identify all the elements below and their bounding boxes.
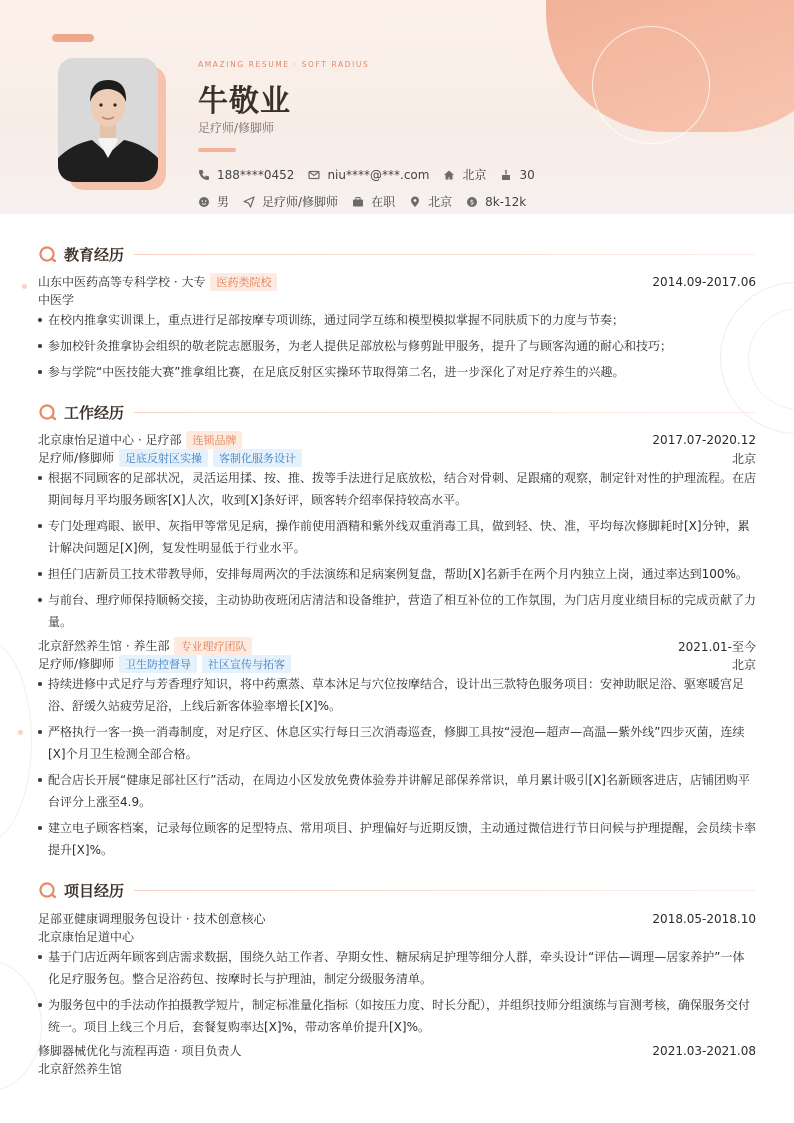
decorative-ring — [0, 640, 32, 842]
school-tag: 医药类院校 — [210, 273, 277, 291]
project-org-row — [38, 928, 756, 945]
age-text: 30 — [519, 167, 535, 182]
project-row — [38, 1042, 756, 1059]
decorative-underline — [198, 148, 236, 152]
list-item: 专门处理鸡眼、嵌甲、灰指甲等常见足病，操作前使用酒精和紫外线双重消毒工具，做到轻、快、准，平均每次修脚耗时[X]分钟，累计解决问题足[X]例，复发性明显低于行业水平。 — [38, 515, 756, 559]
section-title: 项目经历 — [64, 881, 125, 900]
list-item: 持续进修中式足疗与芳香理疗知识，将中药熏蒸、草本沐足与穴位按摩结合，设计出三款特色服务项目：安神助眠足浴、驱寒暖宫足浴、舒缓久站疲劳足浴，上线后新客体验率增长[X]%。 — [38, 673, 756, 717]
email-text: niu****@***.com — [327, 167, 430, 182]
list-item: 严格执行一客一换一消毒制度，对足疗区、休息区实行每日三次消毒巡查，修脚工具按“浸泡—超声—高温—紫外线”四步灭菌，连续[X]个月卫生检测全部合格。 — [38, 721, 756, 765]
list-item: 参与学院“中医技能大赛”推拿组比赛，在足底反射区实操环节取得第二名，进一步深化了对足疗养生的兴趣。 — [38, 361, 756, 383]
job-city: 北京 — [731, 657, 756, 672]
target-role-item — [243, 193, 338, 210]
project-org-row — [38, 1060, 756, 1077]
company-tag: 专业理疗团队 — [174, 637, 252, 655]
section-divider — [134, 254, 756, 255]
skill-tag: 足底反射区实操 — [119, 449, 208, 467]
project-date: 2018.05-2018.10 — [652, 911, 756, 926]
search-icon — [38, 244, 58, 264]
job-city: 北京 — [731, 451, 756, 466]
projects-section-header — [38, 877, 756, 903]
gender-item — [198, 193, 229, 210]
salary-item — [466, 195, 526, 209]
phone-text: 188****0452 — [217, 167, 295, 182]
search-icon — [38, 880, 58, 900]
job-date: 2017.07-2020.12 — [652, 433, 756, 447]
position-row — [38, 655, 756, 673]
job-bullets — [38, 467, 756, 637]
salary-icon — [466, 196, 478, 208]
list-item: 担任门店新员工技术带教导师，安排每周两次的手法演练和足病案例复盘，帮助[X]名新手在两个月内独立上岗，通过率达到100%。 — [38, 563, 756, 585]
phone-item — [198, 168, 294, 182]
briefcase-icon — [352, 196, 364, 208]
position: 足疗师/修脚师 — [38, 451, 115, 465]
section-divider — [134, 890, 756, 891]
job-date: 2021.01-至今 — [678, 639, 756, 654]
resume-header — [0, 0, 794, 214]
list-item: 与前台、理疗师保持顺畅交接，主动协助夜班闭店清洁和设备维护，营造了相互补位的工作氛围，为门店月度业绩目标的完成贡献了力量。 — [38, 589, 756, 633]
send-icon — [243, 196, 255, 208]
job-status-text: 在职 — [371, 195, 396, 209]
contact-row — [198, 166, 549, 183]
email-item — [308, 168, 429, 182]
job-status-item — [352, 193, 395, 210]
section-divider — [134, 412, 756, 413]
education-date: 2014.09-2017.06 — [652, 275, 756, 289]
mail-icon — [308, 169, 320, 181]
hometown-item — [443, 166, 486, 183]
section-title: 教育经历 — [64, 245, 125, 264]
list-item: 基于门店近两年顾客到店需求数据，围绕久站工作者、孕期女性、糖尿病足护理等细分人群，牵头设计“评估—调理—居家养护”一体化足疗服务包。整合足浴药包、按摩时长与护理油，制定分级服务清单。 — [38, 946, 756, 990]
job-row — [38, 637, 756, 655]
school-name: 山东中医药高等专科学校 · 大专 — [38, 275, 206, 289]
education-row — [38, 273, 756, 291]
project-name: 足部亚健康调理服务包设计 · 技术创意核心 — [38, 912, 266, 926]
gender-icon — [198, 196, 210, 208]
project-org: 北京舒然养生馆 — [38, 1062, 123, 1076]
tagline: AMAZING RESUME · SOFT RADIUS — [198, 60, 370, 69]
location-icon — [409, 196, 421, 208]
project-date: 2021.03-2021.08 — [652, 1043, 756, 1058]
cake-icon — [500, 169, 512, 181]
job-bullets — [38, 673, 756, 865]
search-icon — [38, 402, 58, 422]
target-role-text: 足疗师/修脚师 — [262, 195, 339, 209]
project-bullets — [38, 946, 756, 1042]
profile-photo — [58, 58, 158, 182]
education-section-header — [38, 241, 756, 267]
project-row — [38, 910, 756, 927]
status-row — [198, 193, 540, 210]
position: 足疗师/修脚师 — [38, 657, 115, 671]
skill-tag: 卫生防控督导 — [119, 655, 197, 673]
skill-tag: 客制化服务设计 — [213, 449, 302, 467]
decorative-dot — [22, 284, 27, 289]
project-name: 修脚器械优化与流程再造 · 项目负责人 — [38, 1044, 242, 1058]
decorative-ring — [592, 26, 710, 144]
list-item: 为服务包中的手法动作拍摄教学短片，制定标准量化指标（如按压力度、时长分配），并组织技师分组演练与盲测考核，确保服务交付统一。项目上线三个月后，套餐复购率达[X]%，带动客单价提升[X]%。 — [38, 994, 756, 1038]
section-title: 工作经历 — [64, 403, 125, 422]
list-item: 建立电子顾客档案，记录每位顾客的足型特点、常用项目、护理偏好与近期反馈，主动通过微信进行节日问候与护理提醒，会员续卡率提升[X]%。 — [38, 817, 756, 861]
company-name: 北京舒然养生馆 · 养生部 — [38, 639, 170, 653]
home-icon — [443, 169, 455, 181]
major: 中医学 — [38, 293, 75, 307]
list-item: 参加校针灸推拿协会组织的敬老院志愿服务，为老人提供足部放松与修剪趾甲服务，提升了与顾客沟通的耐心和技巧； — [38, 335, 756, 357]
salary-text: 8k-12k — [485, 194, 527, 209]
list-item: 配合店长开展“健康足部社区行”活动，在周边小区发放免费体验券并讲解足部保养常识，单月累计吸引[X]名新顾客进店，店铺团购平台评分上涨至4.9。 — [38, 769, 756, 813]
work-section-header — [38, 399, 756, 425]
list-item: 根据不同顾客的足部状况，灵活运用揉、按、推、拨等手法进行足底放松，结合对骨刺、足跟痛的观察，制定针对性的护理流程。在店期间每月平均服务顾客[X]人次，收到[X]条好评，顾客转介绍率保持较高水平。 — [38, 467, 756, 511]
company-tag: 连锁品牌 — [186, 431, 242, 449]
company-name: 北京康怡足道中心 · 足疗部 — [38, 433, 182, 447]
decorative-bar — [52, 34, 94, 42]
education-bullets — [38, 309, 756, 387]
age-item — [500, 168, 534, 182]
major-row — [38, 291, 756, 308]
gender-text: 男 — [217, 195, 230, 209]
candidate-role: 足疗师/修脚师 — [198, 121, 275, 135]
target-city-item — [409, 193, 452, 210]
svg-text:$: $ — [469, 198, 475, 207]
job-row — [38, 431, 756, 449]
skill-tag: 社区宣传与拓客 — [202, 655, 291, 673]
list-item: 在校内推拿实训课上，重点进行足部按摩专项训练，通过同学互练和模型模拟掌握不同肤质下的力度与节奏； — [38, 309, 756, 331]
target-city-text: 北京 — [428, 195, 453, 209]
hometown-text: 北京 — [462, 168, 487, 182]
decorative-dot — [18, 730, 23, 735]
position-row — [38, 449, 756, 467]
candidate-name: 牛敬业 — [198, 84, 291, 119]
phone-icon — [198, 169, 210, 181]
decorative-ring — [0, 960, 42, 1092]
project-org: 北京康怡足道中心 — [38, 930, 135, 944]
